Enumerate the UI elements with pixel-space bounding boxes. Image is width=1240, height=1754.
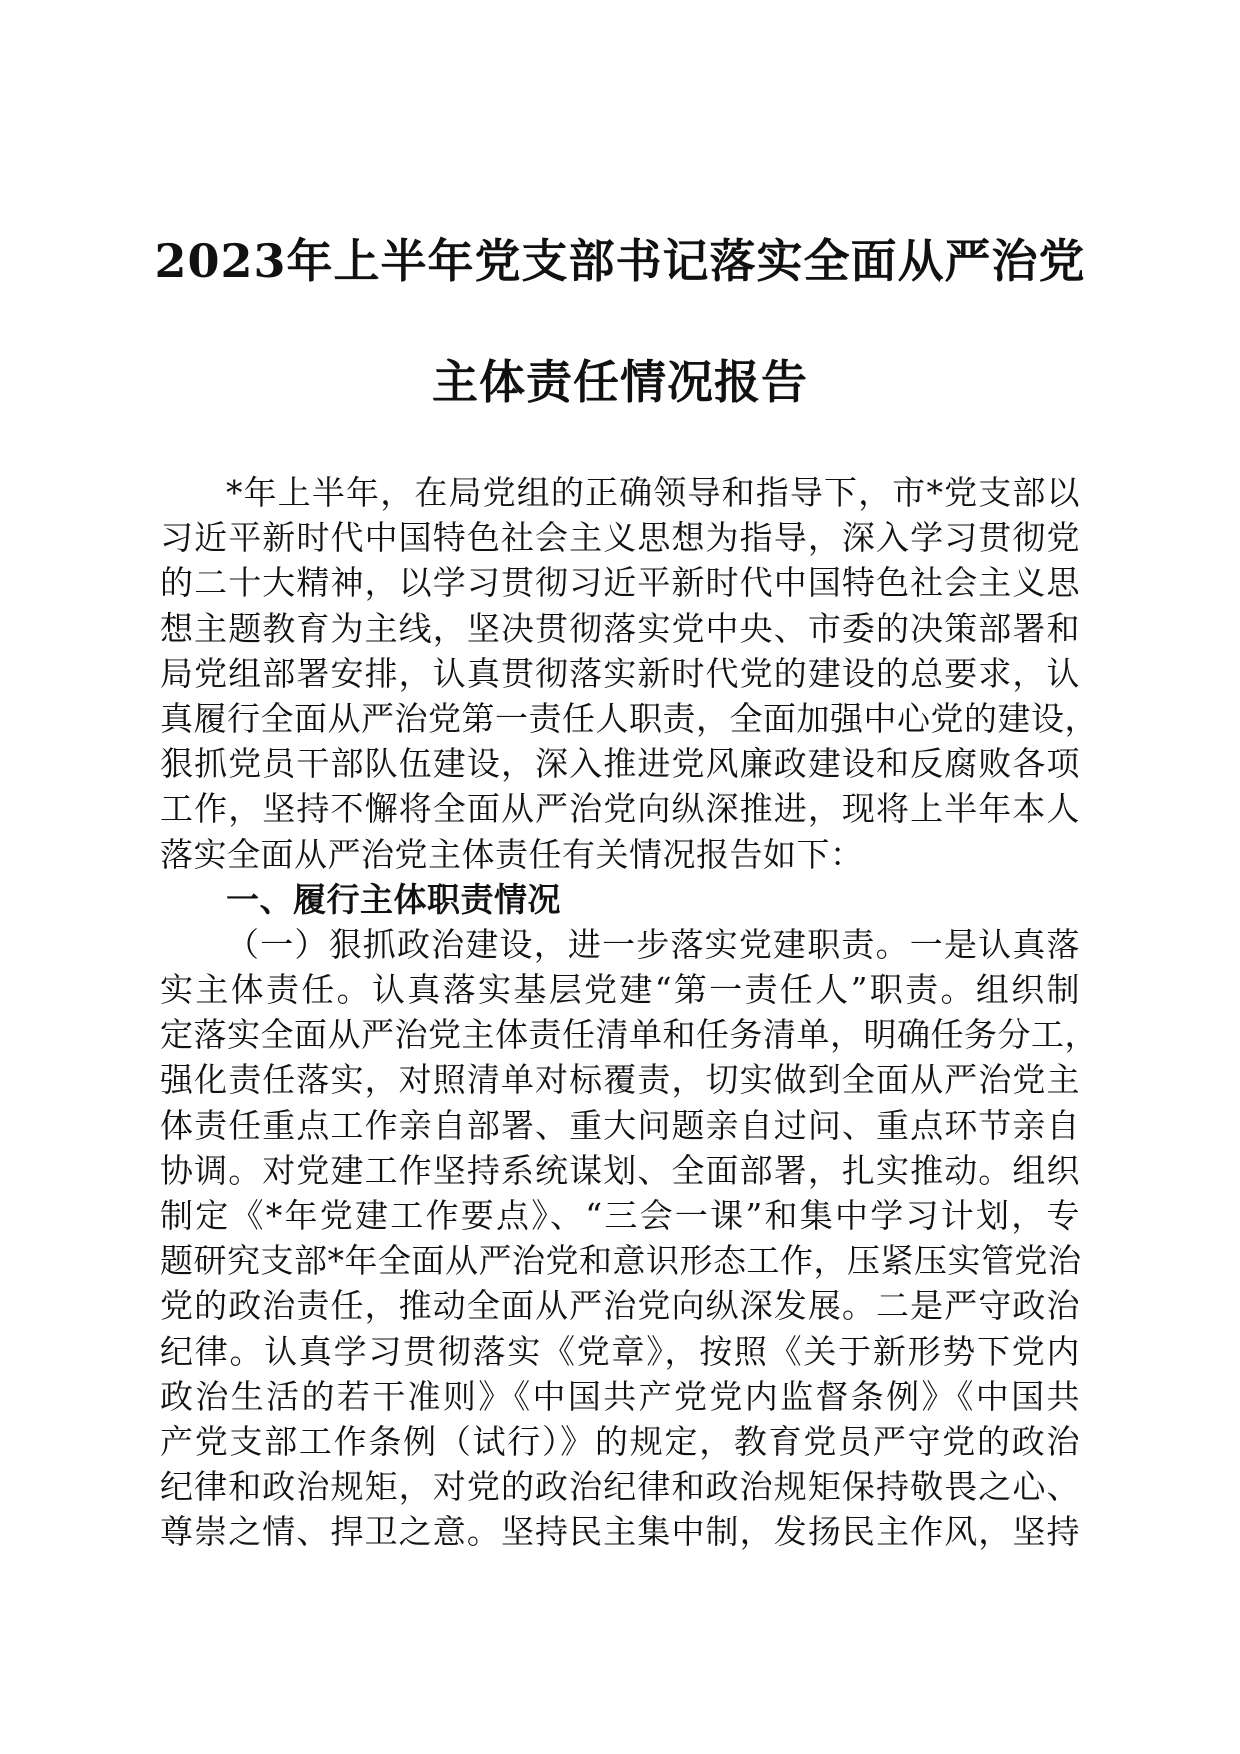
paragraph-line: 定落实全面从严治党主体责任清单和任务清单，明确任务分工， [160,1015,1098,1055]
paragraph-line: 落实全面从严治党主体责任有关情况报告如下： [160,834,864,874]
paragraph-line: 尊崇之情、捍卫之意。坚持民主集中制，发扬民主作风，坚持 [160,1512,1080,1552]
section-heading: 一、履行主体职责情况 [226,879,561,919]
paragraph-line: 党的政治责任，推动全面从严治党向纵深发展。二是严守政治 [160,1286,1080,1326]
paragraph-line: 产党支部工作条例（试行）》的规定，教育党员严守党的政治 [160,1421,1080,1461]
paragraph-line: 工作，坚持不懈将全面从严治党向纵深推进，现将上半年本人 [160,789,1080,829]
paragraph-line: 局党组部署安排，认真贯彻落实新时代党的建设的总要求，认 [160,653,1080,693]
document-title-line-1: 2023年上半年党支部书记落实全面从严治党 [154,234,1086,288]
paragraph-line: 想主题教育为主线，坚决贯彻落实党中央、市委的决策部署和 [160,608,1080,648]
paragraph-line: 的二十大精神，以学习贯彻习近平新时代中国特色社会主义思 [160,563,1080,603]
paragraph-line: 题研究支部*年全面从严治党和意识形态工作，压紧压实管党治 [160,1241,1082,1281]
paragraph-line: 强化责任落实，对照清单对标覆责，切实做到全面从严治党主 [160,1060,1080,1100]
paragraph-line: （一）狠抓政治建设，进一步落实党建职责。一是认真落 [226,924,1080,964]
paragraph-line: 政治生活的若干准则》《中国共产党党内监督条例》《中国共 [160,1376,1080,1416]
paragraph-line: 狠抓党员干部队伍建设，深入推进党风廉政建设和反腐败各项 [160,744,1080,784]
paragraph-line: 纪律。认真学习贯彻落实《党章》，按照《关于新形势下党内 [160,1331,1080,1371]
paragraph-line: 习近平新时代中国特色社会主义思想为指导，深入学习贯彻党 [160,518,1080,558]
document-body [160,470,1098,1555]
document-title-line-2: 主体责任情况报告 [432,355,808,409]
paragraph-line: *年上半年，在局党组的正确领导和指导下，市*党支部以 [226,473,1080,512]
paragraph-line: 真履行全面从严治党第一责任人职责，全面加强中心党的建设， [160,698,1098,738]
paragraph-line: 纪律和政治规矩，对党的政治纪律和政治规矩保持敬畏之心、 [160,1467,1080,1507]
paragraph-line: 协调。对党建工作坚持系统谋划、全面部署，扎实推动。组织 [160,1150,1080,1190]
paragraph-line: 实主体责任。认真落实基层党建“第一责任人”职责。组织制 [160,970,1080,1010]
paragraph-line: 体责任重点工作亲自部署、重大问题亲自过问、重点环节亲自 [160,1105,1080,1145]
paragraph-line: 制定《*年党建工作要点》、“三会一课”和集中学习计划，专 [160,1196,1080,1235]
